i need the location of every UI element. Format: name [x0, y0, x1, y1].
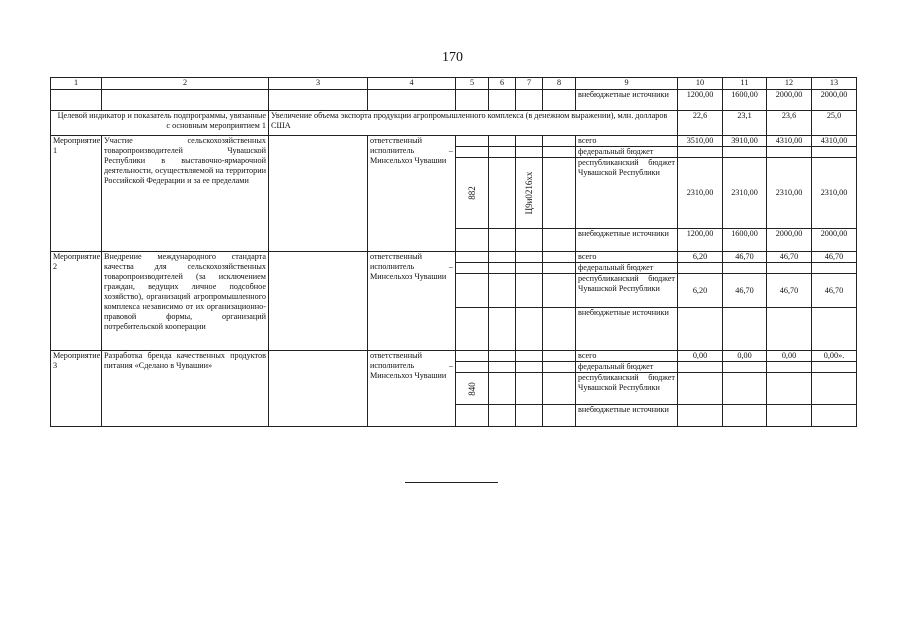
measure-name: Мероприятие 3 — [51, 351, 102, 427]
value-cell: 23,6 — [767, 111, 812, 136]
value-cell — [767, 263, 812, 274]
funding-source: федеральный бюджет — [576, 362, 678, 373]
value-cell — [812, 373, 857, 405]
funding-source: внебюджетные источники — [576, 90, 678, 111]
value-cell: 2310,00 — [678, 158, 723, 229]
column-header: 5 — [456, 78, 489, 90]
column-header: 10 — [678, 78, 723, 90]
value-cell — [767, 405, 812, 427]
value-cell — [812, 362, 857, 373]
funding-source: всего — [576, 351, 678, 362]
value-cell: 2310,00 — [723, 158, 767, 229]
value-cell — [723, 308, 767, 351]
value-cell: 3510,00 — [678, 136, 723, 147]
measure-executor: ответственный исполнитель – Минсельхоз Чувашии — [368, 136, 456, 252]
page-number: 170 — [442, 50, 463, 65]
indicator-text: Увеличение объема экспорта продукции агропромышленного комплекса (в денежном выражении), млн. долларов США — [269, 111, 678, 136]
column-header: 4 — [368, 78, 456, 90]
value-cell: 3910,00 — [723, 136, 767, 147]
funding-source: внебюджетные источники — [576, 308, 678, 351]
funding-source: федеральный бюджет — [576, 147, 678, 158]
budget-table — [50, 77, 857, 427]
value-cell — [678, 147, 723, 158]
value-cell — [678, 405, 723, 427]
carry-over-row — [51, 90, 857, 111]
column-header: 11 — [723, 78, 767, 90]
value-cell — [812, 308, 857, 351]
value-cell — [812, 147, 857, 158]
measure-description: Внедрение международного стандарта качества для сельскохозяйственных товаропроизводителей (за исключением граждан, ведущих личное подсобное хозяйство), организаций агропромышленного комплекса независимо от их организационно-правовой формы, организаций потребительской кооперации — [102, 252, 269, 351]
code-text: Ц9и0216хх — [524, 171, 534, 215]
value-cell — [678, 373, 723, 405]
value-cell: 2310,00 — [812, 158, 857, 229]
column-header: 6 — [489, 78, 516, 90]
value-cell — [723, 405, 767, 427]
code-text: 840 — [467, 381, 477, 396]
value-cell — [767, 308, 812, 351]
column-header: 2 — [102, 78, 269, 90]
value-cell: 22,6 — [678, 111, 723, 136]
column-header: 8 — [543, 78, 576, 90]
value-cell: 46,70 — [812, 274, 857, 308]
column-header: 9 — [576, 78, 678, 90]
end-rule — [405, 482, 498, 483]
value-cell: 1200,00 — [678, 90, 723, 111]
value-cell: 46,70 — [767, 252, 812, 263]
value-cell: 0,00 — [678, 351, 723, 362]
value-cell: 46,70 — [812, 252, 857, 263]
value-cell: 6,20 — [678, 274, 723, 308]
measure-description: Участие сельскохозяйственных товаропроизводителей Чувашской Республики в выставочно-ярмарочной деятельности, осуществляемой на территории Российской Федерации и за ее пределами — [102, 136, 269, 252]
value-cell: 4310,00 — [767, 136, 812, 147]
column-header: 3 — [269, 78, 368, 90]
table-row — [51, 252, 857, 263]
funding-source: всего — [576, 136, 678, 147]
column-header: 12 — [767, 78, 812, 90]
funding-source: всего — [576, 252, 678, 263]
table-row — [51, 351, 857, 362]
value-cell: 2000,00 — [812, 229, 857, 252]
value-cell: 25,0 — [812, 111, 857, 136]
value-cell — [723, 373, 767, 405]
value-cell: 46,70 — [723, 252, 767, 263]
value-cell — [678, 263, 723, 274]
value-cell — [812, 405, 857, 427]
column-header: 1 — [51, 78, 102, 90]
table-row — [51, 136, 857, 147]
measure-description: Разработка бренда качественных продуктов питания «Сделано в Чувашии» — [102, 351, 269, 427]
value-cell: 23,1 — [723, 111, 767, 136]
value-cell: 1600,00 — [723, 90, 767, 111]
value-cell: 0,00». — [812, 351, 857, 362]
code-text: 882 — [467, 186, 477, 200]
column-header: 13 — [812, 78, 857, 90]
measure-name: Мероприятие 2 — [51, 252, 102, 351]
value-cell: 4310,00 — [812, 136, 857, 147]
funding-source: республиканский бюджет Чувашской Республики — [576, 158, 678, 229]
value-cell: 1200,00 — [678, 229, 723, 252]
value-cell — [723, 362, 767, 373]
value-cell — [723, 147, 767, 158]
code-cell — [516, 373, 543, 405]
value-cell: 2000,00 — [767, 90, 812, 111]
code-cell — [456, 373, 489, 405]
funding-source: республиканский бюджет Чувашской Республики — [576, 373, 678, 405]
measure-name: Мероприятие 1 — [51, 136, 102, 252]
value-cell — [767, 373, 812, 405]
code-cell — [456, 158, 489, 229]
value-cell — [767, 147, 812, 158]
value-cell: 46,70 — [767, 274, 812, 308]
indicator-row — [51, 111, 857, 136]
indicator-label: Целевой индикатор и показатель подпрограммы, увязанные с основным мероприятием 1 — [51, 111, 269, 136]
value-cell: 6,20 — [678, 252, 723, 263]
value-cell — [767, 362, 812, 373]
value-cell: 2310,00 — [767, 158, 812, 229]
value-cell — [812, 263, 857, 274]
value-cell: 1600,00 — [723, 229, 767, 252]
measure-executor: ответственный исполнитель – Минсельхоз Чувашии — [368, 351, 456, 427]
measure-executor: ответственный исполнитель – Минсельхоз Чувашии — [368, 252, 456, 351]
value-cell — [723, 263, 767, 274]
column-number-row — [51, 78, 857, 90]
funding-source: внебюджетные источники — [576, 229, 678, 252]
value-cell — [678, 308, 723, 351]
funding-source: федеральный бюджет — [576, 263, 678, 274]
value-cell — [678, 362, 723, 373]
value-cell: 0,00 — [767, 351, 812, 362]
column-header: 7 — [516, 78, 543, 90]
value-cell: 2000,00 — [767, 229, 812, 252]
code-cell — [516, 158, 543, 229]
value-cell: 0,00 — [723, 351, 767, 362]
value-cell: 46,70 — [723, 274, 767, 308]
value-cell: 2000,00 — [812, 90, 857, 111]
funding-source: внебюджетные источники — [576, 405, 678, 427]
funding-source: республиканский бюджет Чувашской Республики — [576, 274, 678, 308]
